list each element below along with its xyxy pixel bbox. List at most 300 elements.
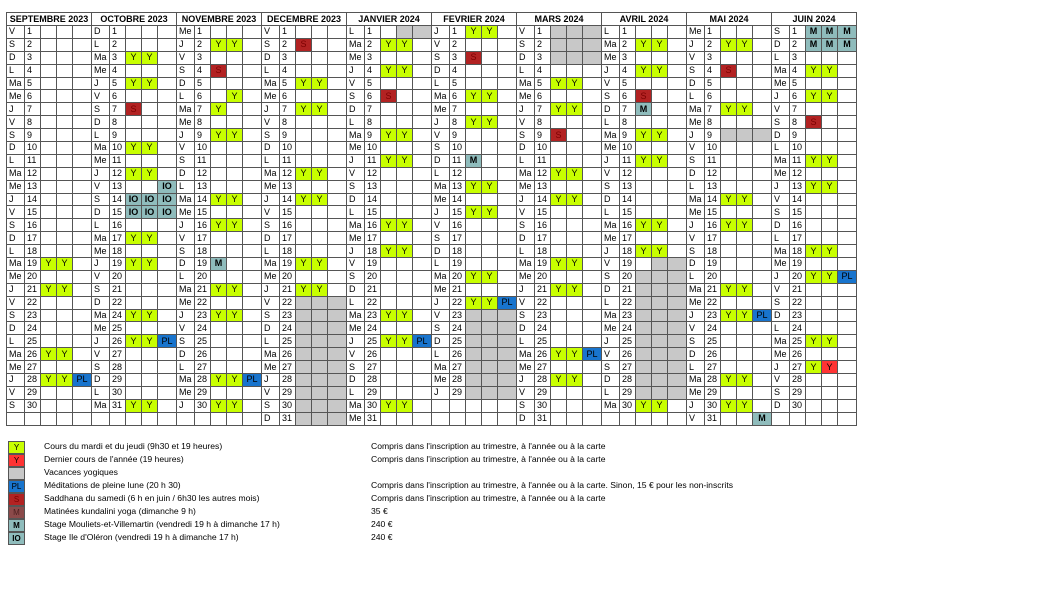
event-io-cell: IO: [142, 206, 158, 219]
event-y-cell: Y: [296, 77, 312, 90]
slot-cell: [243, 193, 262, 206]
slot-cell: [753, 322, 772, 335]
slot-cell: [498, 38, 517, 51]
event-y-cell: Y: [737, 374, 753, 387]
weekday-cell: Me: [177, 296, 195, 309]
weekday-cell: V: [602, 77, 620, 90]
weekday-cell: V: [347, 348, 365, 361]
event-y-cell: Y: [551, 167, 567, 180]
event-y-cell: Y: [142, 399, 158, 412]
event-y-cell: Y: [397, 64, 413, 77]
slot-cell: [498, 129, 517, 142]
slot-cell: [737, 386, 753, 399]
slot-cell: [158, 38, 177, 51]
weekday-cell: Me: [772, 167, 790, 180]
weekday-cell: S: [262, 219, 280, 232]
weekday-cell: Ma: [687, 283, 705, 296]
event-y-cell: Y: [126, 335, 142, 348]
slot-cell: [838, 90, 857, 103]
event-y-cell: Y: [551, 283, 567, 296]
event-v-cell: [296, 412, 312, 425]
weekday-cell: L: [602, 206, 620, 219]
slot-cell: [753, 90, 772, 103]
calendar-row: [7, 399, 857, 412]
slot-cell: [482, 51, 498, 64]
slot-cell: [551, 386, 567, 399]
day-number-cell: 13: [450, 180, 466, 193]
event-y-cell: Y: [397, 335, 413, 348]
event-y-cell: Y: [721, 309, 737, 322]
slot-cell: [636, 142, 652, 155]
event-v-cell: [551, 26, 567, 39]
slot-cell: [806, 386, 822, 399]
day-number-cell: 6: [365, 90, 381, 103]
day-number-cell: 29: [110, 374, 126, 387]
slot-cell: [41, 154, 57, 167]
weekday-cell: Me: [347, 322, 365, 335]
slot-cell: [381, 258, 397, 271]
day-number-cell: 12: [705, 167, 721, 180]
slot-cell: [413, 154, 432, 167]
slot-cell: [73, 193, 92, 206]
slot-cell: [312, 232, 328, 245]
weekday-cell: J: [517, 374, 535, 387]
weekday-cell: V: [772, 374, 790, 387]
day-number-cell: 10: [195, 142, 211, 155]
day-number-cell: 29: [25, 386, 41, 399]
slot-cell: [41, 26, 57, 39]
day-number-cell: 9: [280, 129, 296, 142]
slot-cell: [126, 270, 142, 283]
event-y-cell: Y: [822, 154, 838, 167]
slot-cell: [312, 245, 328, 258]
slot-cell: [211, 296, 227, 309]
slot-cell: [73, 64, 92, 77]
slot-cell: [652, 142, 668, 155]
slot-cell: [211, 322, 227, 335]
day-number-cell: 21: [790, 283, 806, 296]
day-number-cell: 13: [705, 180, 721, 193]
slot-cell: [498, 51, 517, 64]
weekday-cell: S: [7, 219, 25, 232]
empty-cell: [432, 399, 450, 412]
weekday-cell: S: [772, 296, 790, 309]
event-y-cell: Y: [567, 167, 583, 180]
day-number-cell: 27: [195, 361, 211, 374]
event-s-cell: S: [721, 64, 737, 77]
weekday-cell: D: [602, 283, 620, 296]
calendar-row: [7, 283, 857, 296]
event-y-cell: Y: [737, 38, 753, 51]
event-y-cell: Y: [466, 90, 482, 103]
day-number-cell: 25: [280, 335, 296, 348]
event-y-cell: Y: [721, 193, 737, 206]
event-y-cell: Y: [652, 154, 668, 167]
slot-cell: [243, 232, 262, 245]
weekday-cell: J: [7, 193, 25, 206]
event-y-cell: Y: [142, 335, 158, 348]
event-v-cell: [466, 374, 482, 387]
slot-cell: [753, 26, 772, 39]
slot-cell: [126, 116, 142, 129]
event-io-cell: IO: [158, 180, 177, 193]
event-s-cell: S: [636, 90, 652, 103]
weekday-cell: L: [517, 154, 535, 167]
day-number-cell: 19: [25, 258, 41, 271]
weekday-cell: D: [432, 154, 450, 167]
slot-cell: [668, 399, 687, 412]
slot-cell: [413, 180, 432, 193]
day-number-cell: 4: [790, 64, 806, 77]
day-number-cell: 2: [705, 38, 721, 51]
weekday-cell: V: [262, 296, 280, 309]
event-y-cell: Y: [636, 129, 652, 142]
event-v-cell: [328, 309, 347, 322]
month-title: FEVRIER 2024: [432, 13, 517, 26]
slot-cell: [41, 116, 57, 129]
slot-cell: [721, 90, 737, 103]
legend-price: 240 €: [371, 519, 393, 529]
slot-cell: [397, 374, 413, 387]
day-number-cell: 13: [790, 180, 806, 193]
slot-cell: [312, 64, 328, 77]
slot-cell: [328, 154, 347, 167]
legend-swatch: IO: [8, 532, 25, 545]
day-number-cell: 5: [450, 77, 466, 90]
slot-cell: [328, 193, 347, 206]
slot-cell: [838, 103, 857, 116]
weekday-cell: L: [432, 167, 450, 180]
weekday-cell: D: [772, 129, 790, 142]
day-number-cell: 18: [450, 245, 466, 258]
slot-cell: [413, 412, 432, 425]
event-y-cell: Y: [227, 129, 243, 142]
slot-cell: [243, 129, 262, 142]
weekday-cell: L: [602, 26, 620, 39]
event-io-cell: IO: [158, 193, 177, 206]
day-number-cell: 17: [280, 232, 296, 245]
day-number-cell: 7: [790, 103, 806, 116]
slot-cell: [838, 232, 857, 245]
event-v-cell: [482, 374, 498, 387]
slot-cell: [73, 38, 92, 51]
day-number-cell: 27: [790, 361, 806, 374]
day-number-cell: 25: [365, 335, 381, 348]
slot-cell: [721, 335, 737, 348]
slot-cell: [73, 129, 92, 142]
slot-cell: [838, 322, 857, 335]
event-y-cell: Y: [806, 361, 822, 374]
weekday-cell: L: [517, 335, 535, 348]
day-number-cell: 23: [195, 309, 211, 322]
weekday-cell: Ma: [7, 258, 25, 271]
day-number-cell: 17: [705, 232, 721, 245]
weekday-cell: S: [432, 51, 450, 64]
slot-cell: [126, 374, 142, 387]
weekday-cell: L: [177, 90, 195, 103]
event-y-cell: Y: [211, 399, 227, 412]
day-number-cell: 14: [110, 193, 126, 206]
slot-cell: [721, 232, 737, 245]
slot-cell: [73, 245, 92, 258]
weekday-cell: V: [7, 296, 25, 309]
day-number-cell: 11: [365, 154, 381, 167]
slot-cell: [498, 232, 517, 245]
legend-swatch: PL: [8, 480, 25, 493]
slot-cell: [381, 51, 397, 64]
day-number-cell: 25: [195, 335, 211, 348]
slot-cell: [142, 103, 158, 116]
day-number-cell: 30: [535, 399, 551, 412]
day-number-cell: 18: [705, 245, 721, 258]
event-y-cell: Y: [482, 116, 498, 129]
legend-description: Stage Ile d'Oléron (vendredi 19 h à dimanche 17 h): [44, 532, 239, 542]
day-number-cell: 12: [535, 167, 551, 180]
slot-cell: [753, 361, 772, 374]
slot-cell: [753, 399, 772, 412]
slot-cell: [753, 283, 772, 296]
slot-cell: [652, 103, 668, 116]
slot-cell: [721, 361, 737, 374]
slot-cell: [838, 77, 857, 90]
day-number-cell: 30: [280, 399, 296, 412]
event-y-cell: Y: [482, 180, 498, 193]
day-number-cell: 23: [365, 309, 381, 322]
event-v-cell: [668, 283, 687, 296]
day-number-cell: 4: [365, 64, 381, 77]
day-number-cell: 7: [705, 103, 721, 116]
event-y-cell: Y: [737, 309, 753, 322]
slot-cell: [73, 399, 92, 412]
slot-cell: [211, 26, 227, 39]
slot-cell: [583, 283, 602, 296]
event-pl-cell: PL: [753, 309, 772, 322]
weekday-cell: D: [177, 167, 195, 180]
slot-cell: [381, 322, 397, 335]
slot-cell: [126, 38, 142, 51]
event-y-cell: Y: [806, 270, 822, 283]
weekday-cell: L: [7, 154, 25, 167]
slot-cell: [806, 322, 822, 335]
weekday-cell: V: [262, 386, 280, 399]
weekday-cell: Ma: [262, 77, 280, 90]
slot-cell: [126, 154, 142, 167]
day-number-cell: 6: [280, 90, 296, 103]
event-y-cell: Y: [466, 26, 482, 39]
slot-cell: [397, 386, 413, 399]
weekday-cell: L: [262, 64, 280, 77]
slot-cell: [73, 116, 92, 129]
day-number-cell: 27: [110, 348, 126, 361]
weekday-cell: D: [7, 51, 25, 64]
event-y-cell: Y: [41, 283, 57, 296]
slot-cell: [413, 38, 432, 51]
weekday-cell: D: [92, 206, 110, 219]
slot-cell: [466, 103, 482, 116]
slot-cell: [142, 219, 158, 232]
slot-cell: [583, 245, 602, 258]
event-v-cell: [668, 322, 687, 335]
slot-cell: [567, 219, 583, 232]
event-y-cell: Y: [482, 26, 498, 39]
event-v-cell: [312, 374, 328, 387]
day-number-cell: 20: [705, 270, 721, 283]
day-number-cell: 13: [110, 180, 126, 193]
slot-cell: [328, 167, 347, 180]
weekday-cell: Ma: [347, 219, 365, 232]
slot-cell: [243, 116, 262, 129]
weekday-cell: Ma: [602, 38, 620, 51]
slot-cell: [397, 361, 413, 374]
event-v-cell: [668, 296, 687, 309]
weekday-cell: S: [517, 38, 535, 51]
weekday-cell: L: [7, 245, 25, 258]
slot-cell: [668, 180, 687, 193]
weekday-cell: V: [347, 77, 365, 90]
weekday-cell: S: [517, 399, 535, 412]
slot-cell: [413, 219, 432, 232]
day-number-cell: 22: [705, 296, 721, 309]
slot-cell: [737, 167, 753, 180]
day-number-cell: 15: [790, 206, 806, 219]
weekday-cell: Me: [772, 77, 790, 90]
event-y-cell: Y: [381, 38, 397, 51]
day-number-cell: 22: [620, 296, 636, 309]
weekday-cell: V: [772, 283, 790, 296]
slot-cell: [498, 77, 517, 90]
slot-cell: [73, 219, 92, 232]
slot-cell: [413, 258, 432, 271]
day-number-cell: 12: [365, 167, 381, 180]
slot-cell: [721, 154, 737, 167]
slot-cell: [721, 142, 737, 155]
event-y-cell: Y: [721, 399, 737, 412]
day-number-cell: 8: [25, 116, 41, 129]
slot-cell: [583, 270, 602, 283]
day-number-cell: 29: [535, 386, 551, 399]
legend-price: Compris dans l'inscription au trimestre, à l'année ou à la carte: [371, 454, 606, 464]
day-number-cell: 17: [535, 232, 551, 245]
slot-cell: [652, 77, 668, 90]
slot-cell: [41, 167, 57, 180]
event-io-cell: IO: [126, 193, 142, 206]
day-number-cell: 28: [25, 374, 41, 387]
day-number-cell: 20: [620, 270, 636, 283]
slot-cell: [312, 90, 328, 103]
day-number-cell: 20: [450, 270, 466, 283]
slot-cell: [551, 142, 567, 155]
weekday-cell: Me: [687, 116, 705, 129]
day-number-cell: 22: [535, 296, 551, 309]
weekday-cell: V: [177, 322, 195, 335]
weekday-cell: J: [772, 90, 790, 103]
calendar-row: [7, 322, 857, 335]
slot-cell: [466, 77, 482, 90]
slot-cell: [381, 142, 397, 155]
event-v-cell: [567, 51, 583, 64]
weekday-cell: Ma: [7, 77, 25, 90]
legend-swatch: S: [8, 493, 25, 506]
slot-cell: [413, 374, 432, 387]
event-pl-cell: PL: [413, 335, 432, 348]
weekday-cell: Me: [772, 258, 790, 271]
day-number-cell: 17: [620, 232, 636, 245]
slot-cell: [413, 322, 432, 335]
slot-cell: [753, 232, 772, 245]
slot-cell: [806, 348, 822, 361]
weekday-cell: S: [262, 399, 280, 412]
slot-cell: [73, 309, 92, 322]
slot-cell: [227, 296, 243, 309]
slot-cell: [567, 154, 583, 167]
slot-cell: [397, 193, 413, 206]
slot-cell: [73, 77, 92, 90]
slot-cell: [567, 245, 583, 258]
day-number-cell: 18: [790, 245, 806, 258]
weekday-cell: L: [177, 270, 195, 283]
slot-cell: [482, 167, 498, 180]
slot-cell: [636, 180, 652, 193]
event-y-cell: Y: [721, 374, 737, 387]
slot-cell: [397, 90, 413, 103]
weekday-cell: V: [517, 26, 535, 39]
slot-cell: [243, 103, 262, 116]
legend-swatch: Y: [8, 454, 25, 467]
day-number-cell: 24: [195, 322, 211, 335]
weekday-cell: J: [687, 38, 705, 51]
weekday-cell: V: [687, 412, 705, 425]
weekday-cell: Me: [7, 180, 25, 193]
weekday-cell: S: [7, 38, 25, 51]
event-y-cell: Y: [211, 219, 227, 232]
weekday-cell: J: [262, 283, 280, 296]
event-y-cell: Y: [296, 167, 312, 180]
slot-cell: [381, 361, 397, 374]
slot-cell: [243, 245, 262, 258]
weekday-cell: D: [602, 374, 620, 387]
day-number-cell: 25: [705, 335, 721, 348]
slot-cell: [482, 283, 498, 296]
slot-cell: [57, 386, 73, 399]
slot-cell: [227, 116, 243, 129]
day-number-cell: 11: [110, 154, 126, 167]
event-s-cell: S: [211, 64, 227, 77]
legend-swatch: M: [8, 506, 25, 519]
day-number-cell: 21: [620, 283, 636, 296]
event-s-cell: S: [551, 129, 567, 142]
empty-cell: [243, 412, 262, 425]
slot-cell: [381, 167, 397, 180]
weekday-cell: V: [92, 90, 110, 103]
event-v-cell: [312, 335, 328, 348]
event-v-cell: [636, 296, 652, 309]
empty-cell: [450, 399, 466, 412]
slot-cell: [57, 180, 73, 193]
slot-cell: [41, 219, 57, 232]
slot-cell: [312, 219, 328, 232]
event-v-cell: [312, 348, 328, 361]
calendar-row: [7, 245, 857, 258]
day-number-cell: 2: [110, 38, 126, 51]
slot-cell: [381, 206, 397, 219]
event-y-cell: Y: [227, 193, 243, 206]
slot-cell: [41, 245, 57, 258]
slot-cell: [737, 90, 753, 103]
slot-cell: [227, 77, 243, 90]
slot-cell: [806, 309, 822, 322]
legend-description: Dernier cours de l'année (19 heures): [44, 454, 184, 464]
weekday-cell: L: [687, 361, 705, 374]
